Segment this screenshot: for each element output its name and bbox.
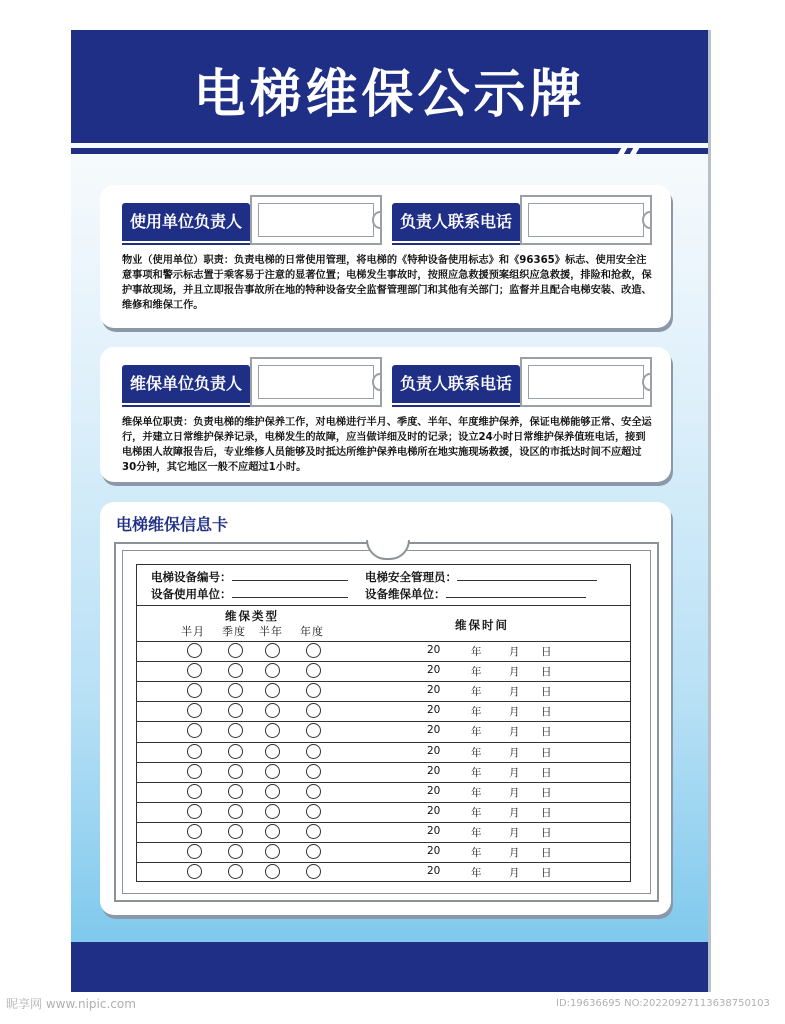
date-day: 日	[541, 746, 552, 759]
date-day: 日	[541, 867, 552, 880]
type-checkbox[interactable]	[228, 764, 243, 779]
type-checkbox[interactable]	[265, 744, 280, 759]
type-checkbox[interactable]	[228, 663, 243, 678]
watermark-left: 昵享网 www.nipic.com	[6, 997, 136, 1011]
date-year: 年	[471, 686, 482, 699]
maint-unit-description: 维保单位职责：负责电梯的维护保养工作，对电梯进行半月、季度、半年、年度维护保养，保证电梯能够正常、安全运行，并建立日常维护保养记录，电梯发生的故障，应当做详细及时的记录；设立24小时日常维护保养值班电话，接到电梯困人故障报告后，专业维修人员能够及时抵达所维护保养电梯所在地实施现场救援，设区的市抵达时间不应超过30分钟，其它地区一般不应超过1小时。	[122, 417, 652, 473]
use-unit-description: 物业（使用单位）职责：负责电梯的日常使用管理，将电梯的《特种设备使用标志》和《96365》标志、使用安全注意事项和警示标志置于乘客易于注意的显著位置；电梯发生事故时，按照应急救援预案组织应急救援，排险和抢救，保护事故现场，并且立即报告事故所在地的特种设备安全监督管理部门和其他有关部门；监督并且配合电梯安装、改造、维修和维保工作。	[122, 255, 652, 311]
type-checkbox[interactable]	[187, 683, 202, 698]
date-month: 月	[509, 746, 520, 759]
type-checkbox[interactable]	[265, 864, 280, 879]
date-year: 年	[471, 726, 482, 739]
date-month: 月	[509, 766, 520, 779]
type-checkbox[interactable]	[187, 784, 202, 799]
date-year: 年	[471, 706, 482, 719]
type-half-month: 半月	[181, 625, 205, 638]
date-day: 日	[541, 826, 552, 839]
table-row	[137, 681, 630, 701]
type-checkbox[interactable]	[306, 683, 321, 698]
type-checkbox[interactable]	[306, 663, 321, 678]
date-month: 月	[509, 826, 520, 839]
type-checkbox[interactable]	[265, 663, 280, 678]
type-checkbox[interactable]	[265, 844, 280, 859]
date-prefix: 20	[427, 684, 441, 697]
type-checkbox[interactable]	[306, 703, 321, 718]
date-year: 年	[471, 766, 482, 779]
date-month: 月	[509, 806, 520, 819]
date-prefix: 20	[427, 784, 441, 797]
date-month: 月	[509, 726, 520, 739]
type-checkbox[interactable]	[228, 844, 243, 859]
table-row	[137, 802, 630, 822]
type-checkbox[interactable]	[187, 703, 202, 718]
type-checkbox[interactable]	[228, 824, 243, 839]
table-row	[137, 721, 630, 741]
page-title: 电梯维保公示牌	[193, 65, 586, 125]
date-prefix: 20	[427, 845, 441, 857]
table-row	[137, 742, 630, 762]
table-row	[137, 842, 630, 862]
equipment-no-field: 电梯设备编号：	[151, 569, 348, 585]
date-year: 年	[471, 746, 482, 759]
type-quarter: 季度	[222, 625, 246, 638]
type-checkbox[interactable]	[228, 804, 243, 819]
type-checkbox[interactable]	[228, 784, 243, 799]
type-checkbox[interactable]	[306, 864, 321, 879]
date-month: 月	[509, 867, 520, 880]
use-unit-phone-tag: 负责人联系电话	[392, 203, 520, 241]
date-prefix: 20	[427, 704, 441, 717]
type-checkbox[interactable]	[265, 703, 280, 718]
type-checkbox[interactable]	[265, 804, 280, 819]
date-day: 日	[541, 766, 552, 779]
date-prefix: 20	[427, 664, 441, 677]
date-month: 月	[509, 686, 520, 699]
notice-board	[71, 30, 711, 992]
date-month: 月	[509, 666, 520, 679]
info-card-title: 电梯维保信息卡	[116, 515, 229, 534]
use-unit-panel	[100, 185, 671, 328]
date-year: 年	[471, 806, 482, 819]
date-day: 日	[541, 686, 552, 699]
type-checkbox[interactable]	[306, 764, 321, 779]
table-row	[137, 862, 630, 882]
use-unit-field: 设备使用单位：	[151, 586, 348, 602]
date-year: 年	[471, 826, 482, 839]
date-prefix: 20	[427, 764, 441, 777]
table-row	[137, 782, 630, 802]
date-prefix: 20	[427, 724, 441, 737]
type-checkbox[interactable]	[187, 744, 202, 759]
card-holder	[114, 542, 659, 902]
type-checkbox[interactable]	[228, 723, 243, 738]
type-checkbox[interactable]	[306, 744, 321, 759]
table-row	[137, 641, 630, 661]
date-prefix: 20	[427, 865, 441, 878]
type-checkbox[interactable]	[306, 784, 321, 799]
date-prefix: 20	[427, 824, 441, 837]
maint-unit-phone-tag: 负责人联系电话	[392, 365, 520, 403]
type-checkbox[interactable]	[265, 784, 280, 799]
use-unit-name-slot	[250, 195, 382, 245]
type-checkbox[interactable]	[228, 864, 243, 879]
maint-unit-phone-slot	[520, 357, 652, 407]
type-checkbox[interactable]	[187, 723, 202, 738]
type-checkbox[interactable]	[306, 804, 321, 819]
type-checkbox[interactable]	[265, 723, 280, 738]
watermark-right: ID:19636695 NO:20220927113638750103	[556, 998, 770, 1009]
table-row	[137, 661, 630, 681]
maint-unit-tag: 维保单位负责人	[122, 365, 250, 403]
col-time-header: 维保时间	[455, 618, 509, 632]
type-checkbox[interactable]	[187, 864, 202, 879]
date-day: 日	[541, 847, 552, 859]
footer-banner	[71, 942, 708, 992]
type-checkbox[interactable]	[187, 824, 202, 839]
type-checkbox[interactable]	[306, 844, 321, 859]
type-checkbox[interactable]	[187, 663, 202, 678]
use-unit-tag: 使用单位负责人	[122, 203, 250, 241]
type-checkbox[interactable]	[228, 703, 243, 718]
use-unit-phone-slot	[520, 195, 652, 245]
header-stripe	[71, 148, 708, 154]
type-half-year: 半年	[259, 625, 283, 638]
col-type-header: 维保类型	[225, 609, 279, 623]
table-row	[137, 701, 630, 721]
type-checkbox[interactable]	[265, 824, 280, 839]
type-checkbox[interactable]	[228, 683, 243, 698]
type-checkbox[interactable]	[187, 764, 202, 779]
type-checkbox[interactable]	[306, 723, 321, 738]
date-day: 日	[541, 806, 552, 819]
date-year: 年	[471, 847, 482, 859]
date-prefix: 20	[427, 804, 441, 817]
type-checkbox[interactable]	[187, 844, 202, 859]
date-month: 月	[509, 786, 520, 799]
maint-unit-panel	[100, 347, 671, 482]
type-checkbox[interactable]	[265, 643, 280, 658]
date-year: 年	[471, 867, 482, 880]
table-row	[137, 822, 630, 842]
type-year: 年度	[300, 625, 324, 638]
date-month: 月	[509, 706, 520, 719]
type-checkbox[interactable]	[187, 804, 202, 819]
date-month: 月	[509, 847, 520, 859]
date-day: 日	[541, 726, 552, 739]
type-checkbox[interactable]	[306, 824, 321, 839]
date-day: 日	[541, 786, 552, 799]
date-day: 日	[541, 706, 552, 719]
info-card-panel	[100, 502, 671, 915]
date-year: 年	[471, 786, 482, 799]
header-banner	[71, 30, 708, 143]
date-year: 年	[471, 666, 482, 679]
maint-unit-name-slot	[250, 357, 382, 407]
type-checkbox[interactable]	[228, 643, 243, 658]
type-checkbox[interactable]	[265, 764, 280, 779]
maint-unit-field: 设备维保单位：	[365, 586, 586, 602]
type-checkbox[interactable]	[228, 744, 243, 759]
safety-manager-field: 电梯安全管理员：	[365, 569, 597, 585]
type-checkbox[interactable]	[306, 643, 321, 658]
date-month: 月	[509, 646, 520, 658]
table-row	[137, 762, 630, 782]
date-day: 日	[541, 646, 552, 658]
date-prefix: 20	[427, 744, 441, 757]
maintenance-form	[136, 564, 631, 882]
type-checkbox[interactable]	[265, 683, 280, 698]
date-year: 年	[471, 646, 482, 658]
date-prefix: 20	[427, 644, 441, 656]
type-checkbox[interactable]	[187, 643, 202, 658]
date-day: 日	[541, 666, 552, 679]
